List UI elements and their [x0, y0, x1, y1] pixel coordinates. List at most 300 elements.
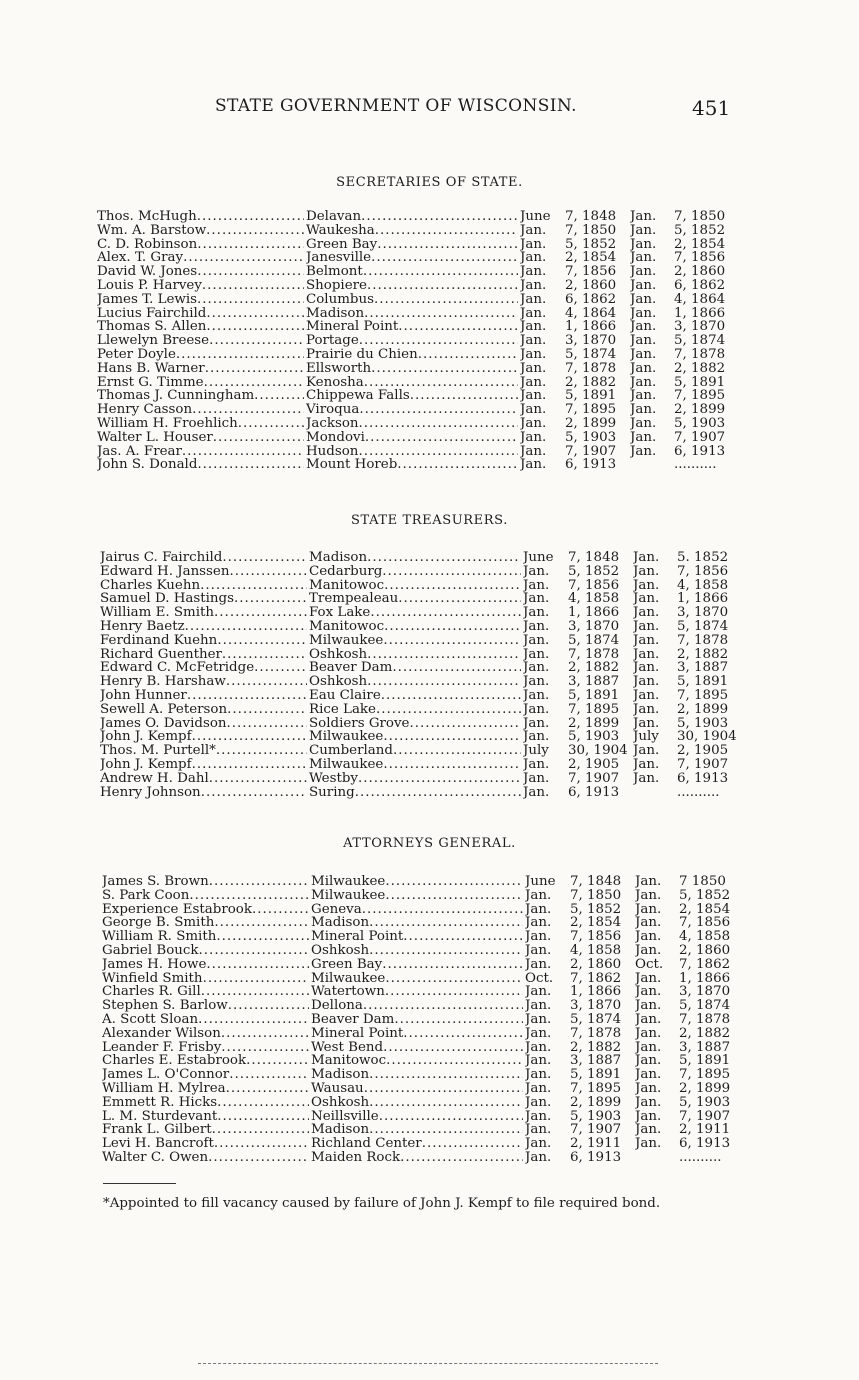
residence-text: Hudson — [306, 444, 359, 459]
term-start-month-text: Jan. — [525, 1150, 552, 1165]
officer-name-text: C. D. Robinson — [97, 237, 198, 252]
term-start-month — [520, 293, 558, 307]
term-start-date-text: 7, 1856 — [568, 578, 620, 593]
term-end-date — [679, 1054, 739, 1068]
term-end-date — [679, 903, 739, 917]
term-start-month — [520, 348, 558, 362]
officer-name-text: David W. Jones — [97, 265, 198, 279]
term-start-date-text: 7, 1878 — [570, 1026, 622, 1041]
officer-name — [97, 293, 304, 307]
term-end-month-text: Jan. — [633, 633, 660, 648]
officer-name — [97, 445, 304, 459]
officer-name — [102, 875, 309, 889]
term-end-date-text: 7, 1907 — [674, 430, 726, 445]
term-end-date — [679, 958, 739, 972]
term-start-date-text: 4, 1858 — [570, 943, 622, 958]
term-end-date — [674, 362, 734, 376]
term-end-month-text: Jan. — [633, 757, 660, 772]
residence — [306, 376, 518, 390]
term-end-month-text: Jan. — [633, 702, 660, 717]
term-end-month-text: Jan. — [630, 375, 657, 390]
officer-name-text: George B. Smith — [102, 916, 215, 931]
residence-text: Beaver Dam — [309, 661, 393, 676]
term-end-date-text: 6, 1913 — [674, 444, 726, 459]
officer-name-text: Edward C. McFetridge — [100, 661, 255, 676]
residence — [309, 717, 521, 731]
officer-name — [102, 1054, 309, 1068]
term-end-date-text: 4, 1858 — [677, 578, 729, 593]
term-start-date — [570, 972, 630, 986]
term-end-date-text: 2, 1882 — [677, 647, 729, 662]
term-start-date-text: 3, 1870 — [568, 619, 620, 634]
term-end-month — [633, 634, 671, 648]
term-end-date-text: 7, 1878 — [674, 347, 726, 362]
term-start-month-text: Jan. — [520, 320, 547, 335]
term-end-month-text: Jan. — [633, 716, 660, 731]
term-end-month-text: Jan. — [630, 306, 657, 321]
term-start-date-text: 2, 1860 — [570, 957, 622, 972]
term-start-month — [525, 944, 563, 958]
term-start-month-text: Jan. — [525, 888, 552, 903]
term-start-date-text: 4, 1864 — [565, 306, 617, 321]
term-end-month-text: Jan. — [635, 930, 662, 944]
term-start-date-text: 5, 1852 — [565, 237, 617, 252]
residence-text: Madison — [311, 1123, 370, 1138]
officer-name-text: Henry Baetz — [100, 619, 185, 634]
term-start-date-text: 5, 1874 — [570, 1012, 622, 1027]
residence — [311, 1137, 523, 1151]
residence — [306, 251, 518, 265]
officer-name — [100, 620, 307, 634]
term-end-date-text: 2, 1905 — [677, 744, 729, 758]
term-end-month-text: Jan. — [630, 237, 657, 252]
term-end-month — [633, 606, 671, 620]
officer-name — [100, 606, 307, 620]
term-end-date — [677, 675, 737, 689]
residence-text: Delavan — [306, 210, 362, 224]
term-start-date-text: 2, 1899 — [568, 716, 620, 731]
term-end-month — [630, 348, 668, 362]
term-start-date-text: 7, 1848 — [568, 551, 620, 565]
term-start-date — [568, 758, 628, 772]
term-end-date-text: 4, 1858 — [679, 930, 731, 944]
residence — [311, 999, 523, 1013]
term-end-date-text: 2, 1860 — [679, 943, 731, 958]
term-end-date-text: 7, 1850 — [674, 210, 726, 224]
term-end-date — [679, 1123, 739, 1137]
term-end-date — [677, 592, 737, 606]
residence-text: Mineral Point — [311, 1026, 404, 1041]
term-end-date-text: 5, 1874 — [677, 619, 729, 634]
officer-name — [100, 730, 307, 744]
officer-name — [102, 1151, 309, 1165]
term-end-month — [635, 1082, 673, 1096]
term-end-month-text: Jan. — [635, 1068, 662, 1082]
term-start-month-text: June — [523, 551, 554, 565]
officer-name — [97, 224, 304, 238]
term-end-date — [679, 1096, 739, 1110]
officer-name-text: Thos. M. Purtell* — [100, 744, 216, 758]
term-start-month — [523, 634, 561, 648]
term-start-date — [568, 717, 628, 731]
term-start-date-text: 1, 1866 — [568, 606, 620, 620]
residence — [311, 1110, 523, 1124]
term-end-month — [630, 389, 668, 403]
residence — [306, 334, 518, 348]
residence — [306, 403, 518, 417]
term-end-month — [630, 293, 668, 307]
term-end-month — [635, 985, 673, 999]
term-start-month-text: Jan. — [525, 902, 552, 917]
term-end-month — [633, 661, 671, 675]
term-start-month — [523, 730, 561, 744]
residence — [311, 1027, 523, 1041]
term-start-date — [568, 744, 628, 758]
term-start-month-text: Jan. — [525, 1095, 552, 1110]
officer-name-text: S. Park Coon — [102, 888, 190, 903]
term-start-date-text: 7, 1907 — [565, 444, 617, 459]
term-start-month — [523, 592, 561, 606]
officer-name-text: Lucius Fairchild — [97, 306, 207, 321]
term-start-date — [565, 431, 625, 445]
term-start-date — [568, 703, 628, 717]
term-start-month-text: Jan. — [525, 943, 552, 958]
term-end-date — [679, 1082, 739, 1096]
term-end-month-text: Jan. — [635, 1054, 662, 1069]
residence — [311, 1082, 523, 1096]
term-end-month-text: Jan. — [635, 999, 662, 1013]
term-start-date — [570, 985, 630, 999]
term-end-date-text: 2, 1882 — [679, 1026, 731, 1041]
term-start-month — [520, 445, 558, 459]
residence — [311, 1054, 523, 1068]
officer-name — [102, 1041, 309, 1055]
term-end-month-text: Jan. — [630, 403, 657, 417]
term-end-date — [679, 1110, 739, 1124]
term-end-date — [674, 389, 734, 403]
term-end-date — [674, 279, 734, 293]
term-end-date-text: 2, 1854 — [679, 902, 731, 917]
term-start-month — [525, 958, 563, 972]
term-end-month-text: Jan. — [633, 578, 660, 593]
term-end-month-text: Jan. — [635, 943, 662, 958]
term-start-month — [525, 1013, 563, 1027]
residence — [309, 758, 521, 772]
officer-name-text: Winfield Smith — [102, 971, 203, 986]
term-start-month-text: Jan. — [520, 458, 547, 473]
term-end-month-text: Jan. — [630, 320, 657, 335]
residence-text: Madison — [306, 306, 365, 321]
term-start-date-text: 5, 1891 — [565, 389, 617, 404]
officer-name — [100, 786, 307, 800]
residence — [311, 1151, 523, 1165]
term-end-date — [677, 648, 737, 662]
term-start-month — [520, 403, 558, 417]
residence — [309, 703, 521, 717]
term-start-month-text: Jan. — [520, 251, 547, 266]
term-start-month — [523, 786, 561, 800]
residence-text: Madison — [309, 551, 368, 565]
residence-text: Cedarburg — [309, 564, 383, 579]
officer-name-text: Charles Kuehn — [100, 578, 201, 593]
term-start-date — [565, 265, 625, 279]
residence — [306, 445, 518, 459]
term-start-date — [570, 1068, 630, 1082]
officer-name-text: William H. Mylrea — [102, 1081, 226, 1096]
residence — [306, 279, 518, 293]
term-start-date — [565, 251, 625, 265]
term-start-month-text: Jan. — [523, 661, 550, 676]
officer-name — [100, 634, 307, 648]
officer-name — [100, 592, 307, 606]
officer-name-text: James S. Brown — [102, 875, 209, 889]
officer-name-text: Gabriel Bouck — [102, 943, 199, 958]
term-start-month-text: Jan. — [520, 389, 547, 404]
residence-text: Watertown — [311, 985, 385, 1000]
officer-name-text: A. Scott Sloan — [102, 1012, 199, 1027]
residence-text: Waukesha — [306, 223, 375, 238]
term-start-date — [565, 307, 625, 321]
term-start-date-text: 7, 1848 — [565, 210, 617, 224]
term-end-month-text: Jan. — [635, 971, 662, 986]
officer-name — [100, 689, 307, 703]
term-start-date — [565, 320, 625, 334]
term-end-date-text: 7 1850 — [679, 875, 726, 889]
term-start-date — [565, 224, 625, 238]
term-start-date — [565, 362, 625, 376]
residence-text: Chippewa Falls — [306, 389, 410, 404]
term-end-date — [677, 772, 737, 786]
term-end-date — [679, 889, 739, 903]
term-start-month — [525, 1151, 563, 1165]
term-start-month — [520, 210, 558, 224]
term-end-date — [674, 238, 734, 252]
term-start-date-text: 7, 1907 — [568, 771, 620, 786]
term-start-month — [520, 251, 558, 265]
term-start-month — [525, 889, 563, 903]
term-end-date-text: .......... — [677, 785, 720, 800]
residence — [311, 985, 523, 999]
term-start-month — [520, 238, 558, 252]
officer-name-text: Andrew H. Dahl — [100, 771, 209, 786]
officer-name-text: Jairus C. Fairchild — [100, 551, 223, 565]
term-end-month-text: Jan. — [635, 985, 662, 1000]
term-start-date-text: 6, 1913 — [570, 1150, 622, 1165]
officer-name-text: Charles R. Gill — [102, 985, 201, 1000]
term-end-date-text: 1, 1866 — [679, 971, 731, 986]
term-end-date-text: 5, 1852 — [674, 223, 726, 238]
term-end-month — [633, 551, 671, 565]
term-start-date-text: 7, 1856 — [570, 930, 622, 944]
term-end-month — [635, 1068, 673, 1082]
residence-text: Milwaukee — [311, 875, 386, 889]
officer-name-text: Henry Johnson — [100, 785, 201, 800]
residence-text: Dellona — [311, 999, 363, 1013]
term-end-month — [630, 279, 668, 293]
residence-text: Milwaukee — [311, 971, 386, 986]
officer-name-text: Charles E. Estabrook — [102, 1054, 247, 1069]
term-start-month — [523, 648, 561, 662]
term-end-month-text: Oct. — [635, 957, 664, 972]
term-start-month — [525, 930, 563, 944]
term-end-date — [679, 999, 739, 1013]
officer-name-text: James L. O'Connor — [102, 1068, 230, 1082]
term-end-month-text: Jan. — [633, 564, 660, 579]
term-end-month — [635, 875, 673, 889]
officer-name-text: Thos. McHugh — [97, 210, 197, 224]
term-end-month-text: Jan. — [630, 278, 657, 293]
term-end-month — [630, 431, 668, 445]
term-start-date-text: 5, 1852 — [568, 564, 620, 579]
officer-name — [97, 403, 304, 417]
term-end-date — [677, 661, 737, 675]
residence — [306, 210, 518, 224]
term-end-month-text: Jan. — [635, 875, 662, 889]
term-end-date — [674, 431, 734, 445]
term-start-date-text: 7, 1878 — [568, 647, 620, 662]
residence-text: Oshkosh — [311, 943, 370, 958]
term-end-date-text: .......... — [679, 1150, 722, 1165]
residence-text: Westby — [309, 771, 358, 786]
term-end-date-text: 7, 1878 — [679, 1012, 731, 1027]
term-start-date — [568, 689, 628, 703]
officer-name-text: Jas. A. Frear — [97, 444, 182, 459]
term-end-month — [633, 730, 671, 744]
term-end-month — [635, 1013, 673, 1027]
term-end-month-text: Jan. — [635, 1040, 662, 1055]
residence-text: Portage — [306, 334, 359, 348]
residence-text: Fox Lake — [309, 606, 371, 620]
term-end-month-text: Jan. — [630, 210, 657, 224]
residence-text: Madison — [311, 1068, 370, 1082]
term-start-month — [523, 620, 561, 634]
term-start-date — [565, 389, 625, 403]
term-start-month-text: Jan. — [525, 1137, 552, 1151]
term-start-date-text: 3, 1870 — [570, 999, 622, 1013]
residence-text: Manitowoc — [309, 578, 385, 593]
residence-text: Suring — [309, 785, 355, 800]
term-end-date-text: 7, 1907 — [677, 757, 729, 772]
term-end-month-text: Jan. — [633, 619, 660, 634]
term-end-date — [674, 403, 734, 417]
term-end-date — [679, 1151, 739, 1165]
term-start-month-text: Jan. — [520, 306, 547, 321]
term-start-date — [570, 1027, 630, 1041]
term-start-month-text: Jan. — [525, 916, 552, 931]
term-end-date-text: 7, 1895 — [677, 688, 729, 703]
residence-text: Trempealeau — [309, 592, 399, 607]
term-start-date — [568, 675, 628, 689]
term-end-month — [633, 620, 671, 634]
residence — [309, 772, 521, 786]
term-start-month-text: Jan. — [523, 619, 550, 634]
residence — [306, 320, 518, 334]
term-start-date — [570, 903, 630, 917]
term-start-month-text: Jan. — [525, 1026, 552, 1041]
term-start-date — [565, 417, 625, 431]
term-end-date — [679, 1027, 739, 1041]
term-start-date-text: 1, 1866 — [570, 985, 622, 1000]
term-end-date-text: 4, 1864 — [674, 292, 726, 307]
officer-name — [102, 1137, 309, 1151]
term-end-date-text: 3, 1870 — [679, 985, 731, 1000]
residence — [311, 1068, 523, 1082]
term-start-date-text: 2, 1899 — [570, 1095, 622, 1110]
term-start-month-text: Jan. — [525, 1081, 552, 1096]
term-start-month-text: Oct. — [525, 971, 554, 986]
term-start-date-text: 6, 1862 — [565, 292, 617, 307]
term-start-month — [520, 376, 558, 390]
term-end-date — [674, 251, 734, 265]
term-end-month-text: Jan. — [635, 1081, 662, 1096]
term-end-month-text: Jan. — [630, 347, 657, 362]
term-end-month-text: Jan. — [630, 223, 657, 238]
term-end-date — [679, 944, 739, 958]
term-end-month-text: Jan. — [633, 606, 660, 620]
officer-name — [100, 772, 307, 786]
residence — [311, 1096, 523, 1110]
term-start-month — [520, 431, 558, 445]
term-start-date-text: 2, 1860 — [565, 278, 617, 293]
term-start-month — [523, 758, 561, 772]
officer-name-text: John Hunner — [100, 688, 187, 703]
term-end-date-text: 7, 1878 — [677, 633, 729, 648]
term-start-month — [523, 744, 561, 758]
term-start-month — [520, 389, 558, 403]
term-start-month-text: Jan. — [525, 1012, 552, 1027]
term-start-date-text: 2, 1911 — [570, 1137, 622, 1151]
term-end-month-text: Jan. — [635, 1109, 662, 1124]
term-start-month — [525, 1123, 563, 1137]
term-end-month — [633, 689, 671, 703]
term-end-month — [635, 972, 673, 986]
term-end-month — [630, 251, 668, 265]
term-end-date-text: 6, 1913 — [677, 771, 729, 786]
term-end-date — [677, 730, 737, 744]
officer-name-text: Richard Guenther — [100, 647, 222, 662]
term-end-month-text: Jan. — [630, 389, 657, 404]
term-start-month-text: Jan. — [523, 785, 550, 800]
term-end-month-text: Jan. — [635, 1012, 662, 1027]
residence-text: Manitowoc — [309, 619, 385, 634]
residence-text: Viroqua — [306, 403, 360, 417]
term-start-month-text: June — [525, 875, 556, 889]
term-start-date — [568, 579, 628, 593]
term-start-month-text: Jan. — [523, 716, 550, 731]
term-end-date-text: 3, 1870 — [677, 606, 729, 620]
term-start-date-text: 2, 1899 — [565, 416, 617, 431]
term-start-date-text: 4, 1858 — [568, 592, 620, 607]
officer-name — [100, 758, 307, 772]
term-end-month-text: Jan. — [633, 647, 660, 662]
residence-text: Jackson — [306, 416, 359, 431]
term-end-month — [635, 1110, 673, 1124]
term-start-date-text: 1, 1866 — [565, 320, 617, 335]
residence — [306, 224, 518, 238]
term-start-date-text: 5, 1903 — [570, 1109, 622, 1124]
term-end-month-text: Jan. — [635, 1123, 662, 1138]
officer-name-text: James H. Howe — [102, 957, 207, 972]
term-start-month — [523, 689, 561, 703]
officer-name — [97, 458, 304, 472]
residence — [309, 634, 521, 648]
officer-name — [100, 565, 307, 579]
term-end-month — [635, 1137, 673, 1151]
term-start-date — [570, 1137, 630, 1151]
term-start-date — [570, 875, 630, 889]
officer-name — [102, 985, 309, 999]
term-start-date — [570, 1123, 630, 1137]
